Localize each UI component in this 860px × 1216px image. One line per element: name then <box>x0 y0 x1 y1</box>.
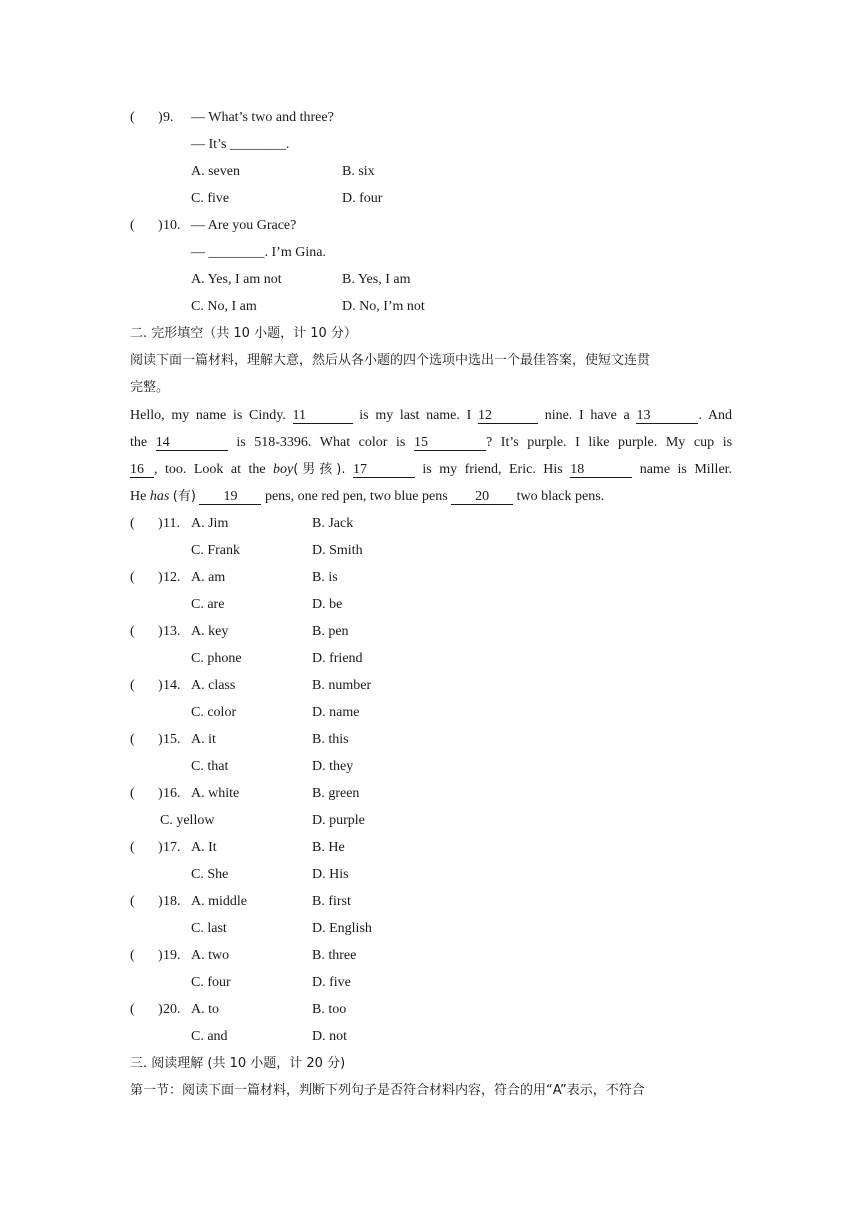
answer-paren-close: ) <box>158 894 163 909</box>
answer-paren-open: ( <box>130 624 135 639</box>
option-a: A. Jim <box>191 516 229 531</box>
option-a: A. white <box>191 786 240 801</box>
question-number: 19. <box>163 948 181 963</box>
question-stem: — Are you Grace? <box>191 218 297 233</box>
question-number: 13. <box>163 624 181 639</box>
blank-18: 18 <box>570 462 632 478</box>
answer-paren-close: ) <box>158 110 163 125</box>
option-b: B. Yes, I am <box>342 272 411 287</box>
question-number: 11. <box>163 516 180 531</box>
blank-13: 13 <box>636 408 698 424</box>
option-b: B. He <box>312 840 345 855</box>
question-reply: — It’s ________. <box>191 137 290 152</box>
answer-paren-open: ( <box>130 894 135 909</box>
passage-text: is my friend, Eric. His <box>422 462 563 477</box>
passage-gloss: (有) <box>172 489 196 504</box>
option-c: C. that <box>191 759 229 774</box>
option-b: B. too <box>312 1002 347 1017</box>
option-b: B. green <box>312 786 360 801</box>
section-instruction-cont: 完整。 <box>130 380 170 395</box>
answer-paren-open: ( <box>130 110 135 125</box>
answer-paren-close: ) <box>158 1002 163 1017</box>
passage-text: is 518-3396. What color is <box>236 435 406 450</box>
option-a: A. class <box>191 678 236 693</box>
passage-text: the <box>130 435 148 450</box>
passage-line <box>130 434 732 452</box>
passage-italic: boy <box>273 462 294 477</box>
option-a: A. am <box>191 570 226 585</box>
option-d: D. name <box>312 705 360 720</box>
question-number: 12. <box>163 570 181 585</box>
option-b: B. number <box>312 678 372 693</box>
section-instruction: 阅读下面一篇材料，理解大意，然后从各小题的四个选项中选出一个最佳答案，使短文连贯 <box>130 353 651 368</box>
blank-11: 11 <box>293 408 353 424</box>
answer-paren-close: ) <box>158 840 163 855</box>
option-c: C. are <box>191 597 225 612</box>
question-number: 16. <box>163 786 181 801</box>
passage-text: is my last name. I <box>359 408 472 423</box>
option-c: C. last <box>191 921 227 936</box>
option-c: C. five <box>191 191 230 206</box>
answer-paren-open: ( <box>130 570 135 585</box>
option-b: B. three <box>312 948 357 963</box>
question-number: 14. <box>163 678 181 693</box>
option-d: D. be <box>312 597 343 612</box>
answer-paren-close: ) <box>158 624 163 639</box>
option-a: A. Yes, I am not <box>191 272 282 287</box>
option-d: D. purple <box>312 813 365 828</box>
answer-paren-open: ( <box>130 840 135 855</box>
section-heading: 二. 完形填空（共 10 小题，计 10 分） <box>130 326 357 341</box>
option-d: D. they <box>312 759 354 774</box>
passage-line <box>130 407 732 425</box>
answer-paren-open: ( <box>130 732 135 747</box>
option-c: C. No, I am <box>191 299 257 314</box>
passage-text: Hello, my name is Cindy. <box>130 408 286 423</box>
question-number: 10. <box>163 218 181 233</box>
option-c: C. and <box>191 1029 228 1044</box>
option-a: A. middle <box>191 894 247 909</box>
question-number: 17. <box>163 840 181 855</box>
answer-paren-open: ( <box>130 948 135 963</box>
passage-line <box>130 461 732 479</box>
option-d: D. four <box>342 191 383 206</box>
blank-14: 14 <box>156 435 228 451</box>
option-d: D. friend <box>312 651 363 666</box>
passage-text: , too. Look at the <box>154 462 266 477</box>
answer-paren-close: ) <box>158 516 163 531</box>
answer-paren-close: ) <box>158 678 163 693</box>
option-c: C. color <box>191 705 237 720</box>
option-d: D. English <box>312 921 372 936</box>
option-b: B. six <box>342 164 375 179</box>
passage-text: . And <box>698 408 733 423</box>
question-number: 20. <box>163 1002 181 1017</box>
answer-paren-open: ( <box>130 678 135 693</box>
answer-paren-close: ) <box>158 732 163 747</box>
option-d: D. No, I’m not <box>342 299 425 314</box>
option-a: A. key <box>191 624 229 639</box>
answer-paren-open: ( <box>130 516 135 531</box>
option-d: D. not <box>312 1029 347 1044</box>
section-instruction: 第一节：阅读下面一篇材料，判断下列句子是否符合材料内容，符合的用“A”表示，不符合 <box>130 1083 645 1098</box>
option-b: B. pen <box>312 624 349 639</box>
question-number: 15. <box>163 732 181 747</box>
blank-20: 20 <box>451 489 513 505</box>
passage-text: He <box>130 489 147 504</box>
passage-text: pens, one red pen, two blue pens <box>264 489 448 504</box>
option-b: B. this <box>312 732 349 747</box>
passage-italic: has <box>149 489 170 504</box>
blank-19: 19 <box>199 489 261 505</box>
passage-line <box>130 488 604 506</box>
option-a: A. two <box>191 948 230 963</box>
question-stem: — What’s two and three? <box>191 110 334 125</box>
answer-paren-open: ( <box>130 1002 135 1017</box>
blank-12: 12 <box>478 408 538 424</box>
passage-text: nine. I have a <box>544 408 630 423</box>
answer-paren-open: ( <box>130 786 135 801</box>
option-c: C. yellow <box>160 813 215 828</box>
answer-paren-close: ) <box>158 786 163 801</box>
answer-paren-close: ) <box>158 218 163 233</box>
blank-16: 16 <box>130 462 154 478</box>
answer-paren-open: ( <box>130 218 135 233</box>
option-d: D. His <box>312 867 349 882</box>
option-d: D. five <box>312 975 351 990</box>
option-b: B. is <box>312 570 338 585</box>
section-heading: 三. 阅读理解 (共 10 小题，计 20 分) <box>130 1056 346 1071</box>
option-c: C. She <box>191 867 229 882</box>
answer-paren-close: ) <box>158 948 163 963</box>
option-a: A. seven <box>191 164 240 179</box>
option-c: C. phone <box>191 651 242 666</box>
option-d: D. Smith <box>312 543 363 558</box>
option-c: C. Frank <box>191 543 240 558</box>
passage-text: ? It’s purple. I like purple. My cup is <box>486 435 733 450</box>
option-b: B. first <box>312 894 351 909</box>
passage-text: two black pens. <box>516 489 605 504</box>
answer-paren-close: ) <box>158 570 163 585</box>
option-a: A. to <box>191 1002 219 1017</box>
option-a: A. it <box>191 732 216 747</box>
blank-17: 17 <box>353 462 415 478</box>
option-b: B. Jack <box>312 516 354 531</box>
passage-text: name is Miller. <box>639 462 733 477</box>
option-c: C. four <box>191 975 231 990</box>
option-a: A. It <box>191 840 217 855</box>
question-number: 9. <box>163 110 174 125</box>
question-reply: — ________. I’m Gina. <box>191 245 326 260</box>
question-number: 18. <box>163 894 181 909</box>
passage-gloss: (男孩). <box>293 462 346 477</box>
blank-15: 15 <box>414 435 486 451</box>
